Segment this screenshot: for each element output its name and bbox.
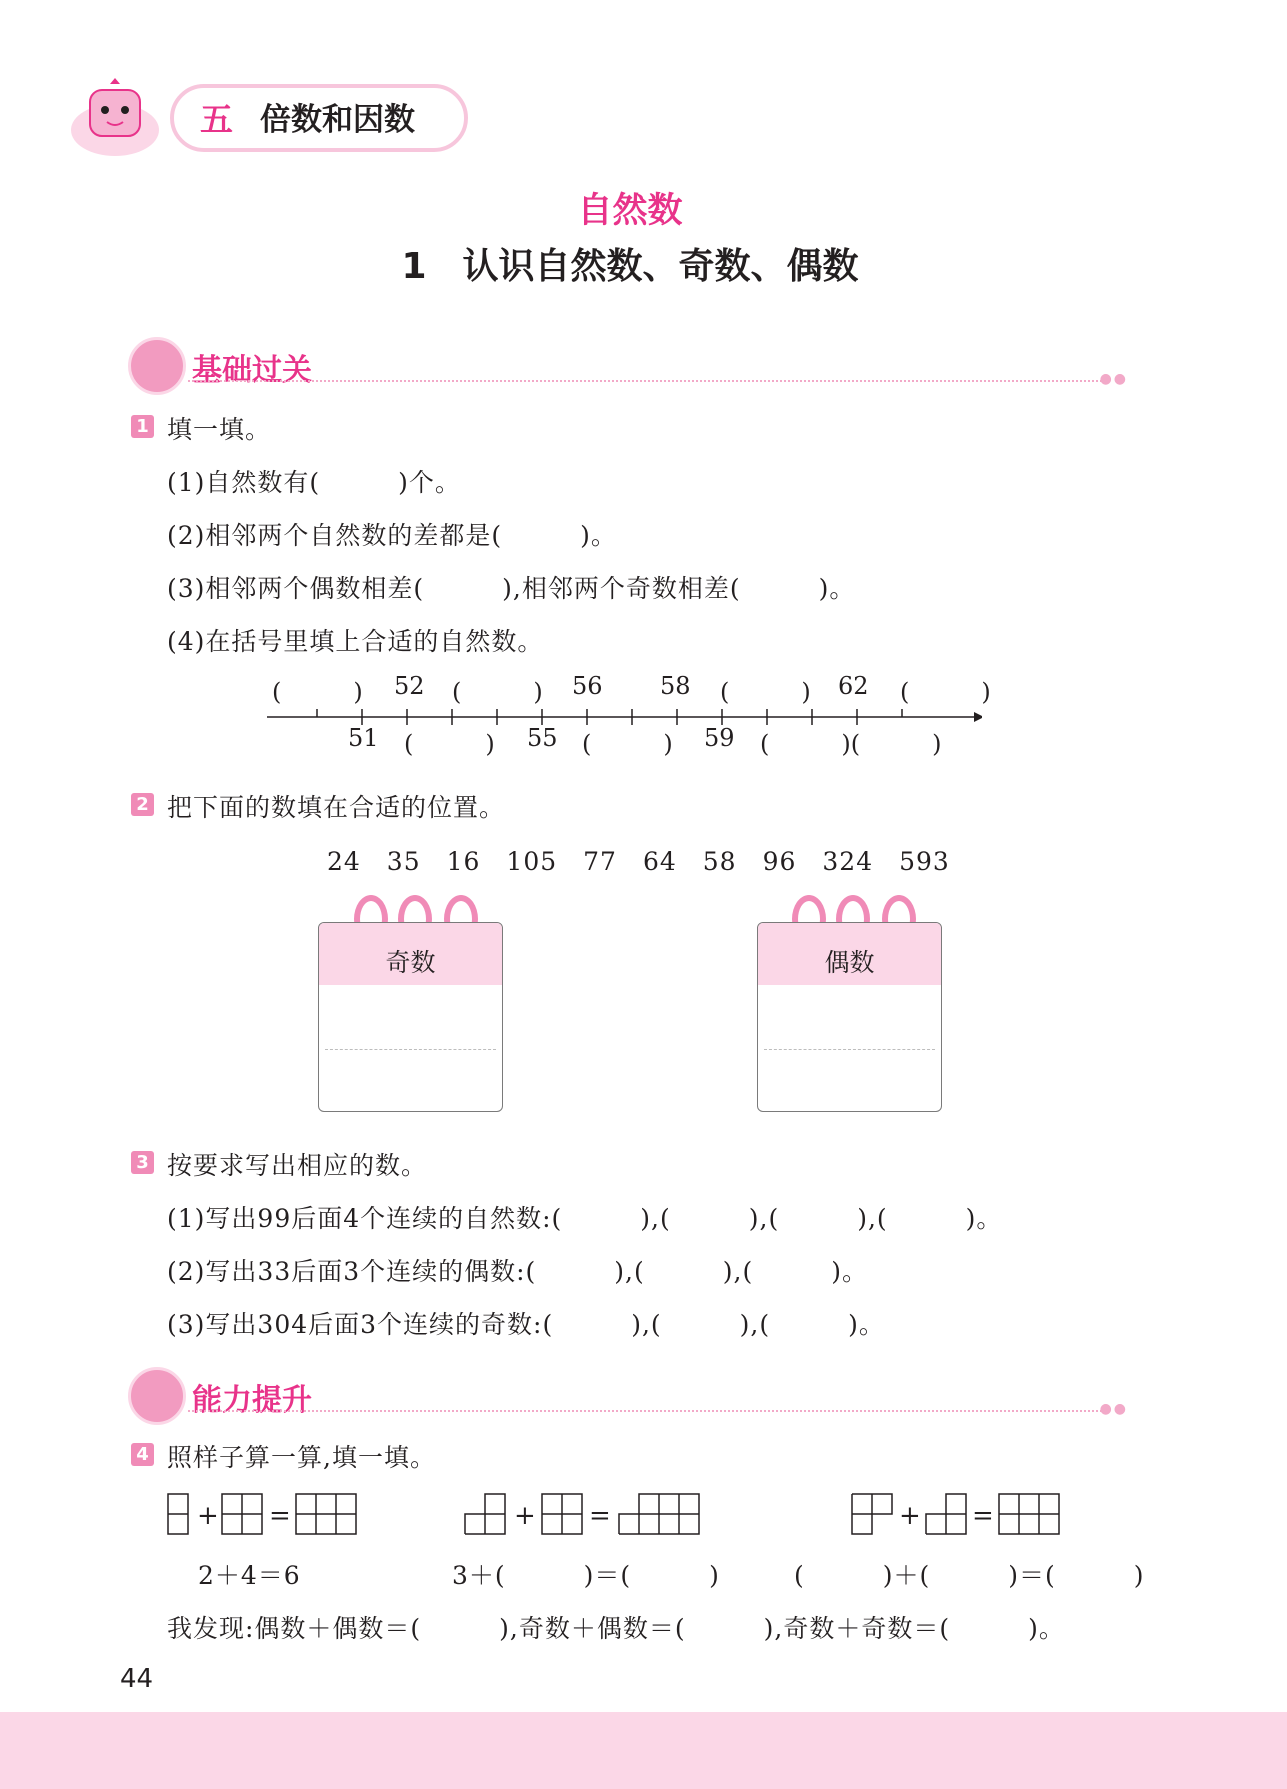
dots-decoration-icon: ●● — [1099, 1401, 1128, 1417]
section-label-basic: 基础过关 — [192, 353, 312, 388]
section-header-advanced — [128, 1365, 1128, 1425]
question-number: 3 — [131, 1151, 154, 1174]
ring-spacer — [354, 895, 388, 943]
even-number-card — [757, 922, 942, 1112]
svg-text:+: + — [514, 1501, 536, 1531]
footer-band — [0, 1712, 1287, 1789]
block-equation-example — [167, 1492, 367, 1538]
student-avatar-icon — [128, 1367, 186, 1425]
number-line-label: 62 — [838, 672, 869, 700]
svg-text:=: = — [589, 1501, 611, 1531]
number-line-label: 59 — [704, 724, 735, 752]
question-item: (4)在括号里填上合适的自然数。 — [167, 627, 544, 656]
question-stem: 把下面的数填在合适的位置。 — [167, 793, 506, 822]
section-label-advanced: 能力提升 — [192, 1383, 312, 1418]
question-item: (1)自然数有( )个。 — [167, 468, 461, 497]
chapter-number: 五 — [200, 100, 233, 139]
question-item: (1)写出99后面4个连续的自然数:( ),( ),( ),( )。 — [167, 1204, 1003, 1233]
question-number: 4 — [131, 1443, 154, 1466]
number-line-label: 51 — [348, 724, 379, 752]
number-line-label: 52 — [394, 672, 425, 700]
question-number: 1 — [131, 415, 154, 438]
section-header-basic — [128, 335, 1128, 395]
number-line-label: ( ) — [272, 678, 363, 706]
number-line — [262, 667, 991, 767]
page-number: 44 — [120, 1664, 154, 1694]
mascot-illustration — [60, 70, 180, 160]
number-line-label: 55 — [527, 724, 558, 752]
dots-decoration-icon: ●● — [1099, 371, 1128, 387]
chapter-title: 倍数和因数 — [260, 102, 415, 138]
svg-text:+: + — [197, 1501, 219, 1531]
odd-number-card — [318, 922, 503, 1112]
number-line-label: ( ) — [452, 678, 543, 706]
number-line-label: ( ) — [582, 730, 673, 758]
number-line-label: 56 — [572, 672, 603, 700]
card-dashed-line — [764, 1049, 935, 1050]
block-diagram — [464, 1492, 704, 1538]
number-line-label: ( ) — [900, 678, 991, 706]
number-line-label: 58 — [660, 672, 691, 700]
block-diagram — [167, 1492, 367, 1538]
question-item: (2)写出33后面3个连续的偶数:( ),( ),( )。 — [167, 1257, 868, 1286]
number-line-label: ( ) — [404, 730, 495, 758]
dotted-rule — [188, 380, 1110, 382]
question-item: (3)相邻两个偶数相差( ),相邻两个奇数相差( )。 — [167, 574, 856, 603]
third-equation: ( )＋( )＝( ) — [794, 1561, 1145, 1590]
card-dashed-line — [325, 1049, 496, 1050]
question-number: 2 — [131, 793, 154, 816]
example-equation: 2＋4＝6 — [198, 1561, 301, 1590]
unit-title: 自然数 — [577, 191, 683, 231]
question-item: (2)相邻两个自然数的差都是( )。 — [167, 521, 617, 550]
question-stem: 填一填。 — [167, 415, 272, 444]
chapter-banner — [60, 70, 470, 160]
card-label: 偶数 — [824, 948, 875, 977]
question-item: (3)写出304后面3个连续的奇数:( ),( ),( )。 — [167, 1310, 885, 1339]
number-line-label: ( ) — [720, 678, 811, 706]
svg-text:+: + — [899, 1501, 921, 1531]
number-line-label: ( )( ) — [760, 730, 942, 758]
card-label: 奇数 — [385, 948, 436, 977]
block-diagram — [851, 1492, 1071, 1538]
svg-text:=: = — [269, 1501, 291, 1531]
question-stem: 照样子算一算,填一填。 — [167, 1443, 436, 1472]
conclusion-line: 我发现:偶数＋偶数＝( ),奇数＋偶数＝( ),奇数＋奇数＝( )。 — [167, 1614, 1065, 1643]
lesson-title: 1 认识自然数、奇数、偶数 — [401, 246, 859, 287]
student-avatar-icon — [128, 337, 186, 395]
dotted-rule — [188, 1410, 1110, 1412]
question-stem: 按要求写出相应的数。 — [167, 1151, 428, 1180]
block-equation-second — [464, 1492, 704, 1538]
second-equation: 3＋( )＝( ) — [452, 1561, 720, 1590]
svg-text:=: = — [972, 1501, 994, 1531]
number-list: 24 35 16 105 77 64 58 96 324 593 — [327, 847, 950, 876]
block-equation-third — [851, 1492, 1071, 1538]
